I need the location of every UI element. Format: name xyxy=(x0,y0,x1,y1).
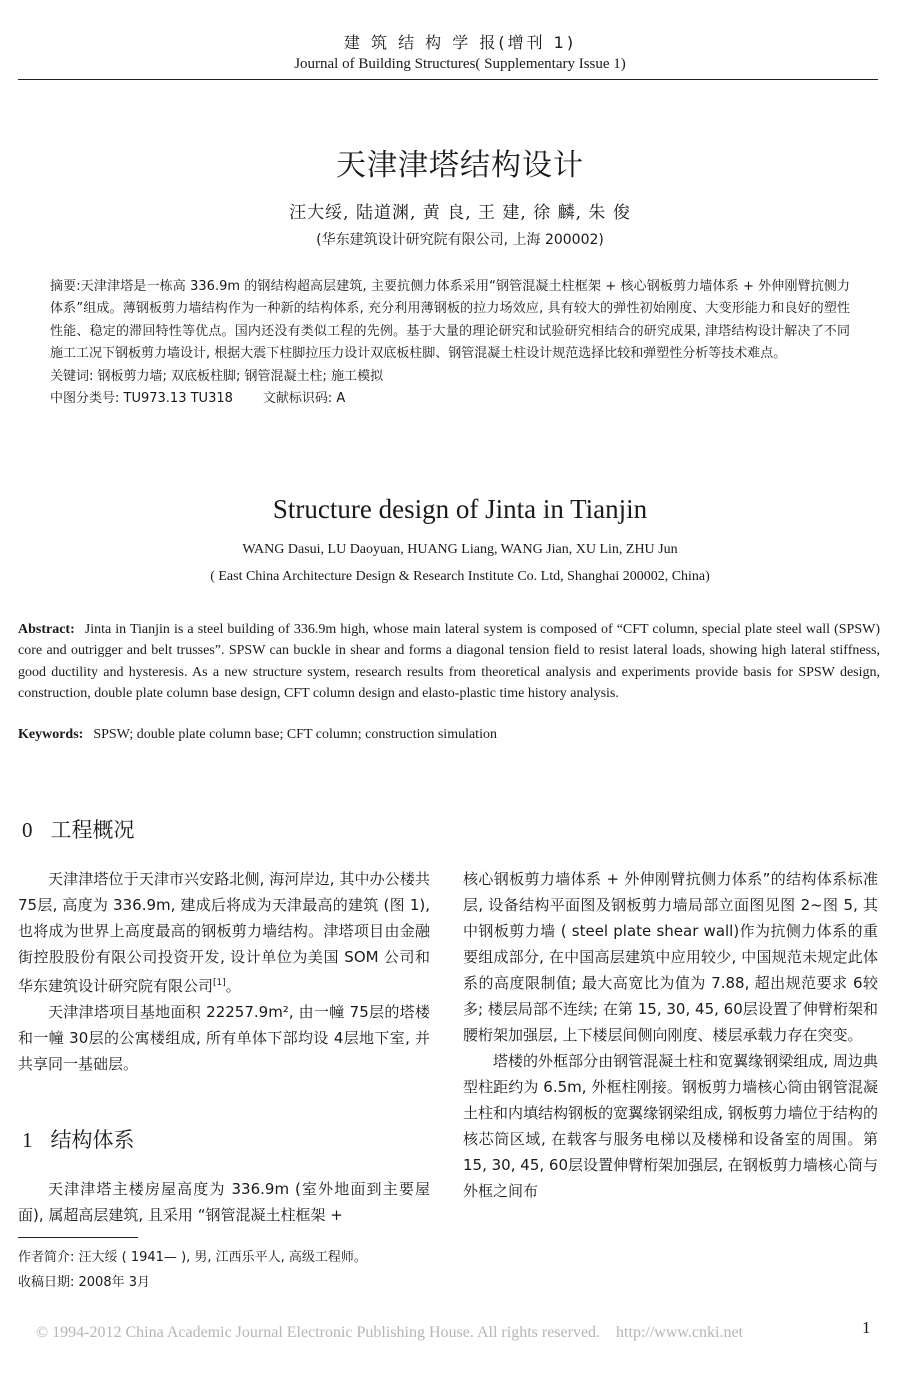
section-1-number: 1 xyxy=(22,1128,33,1152)
abstract-en xyxy=(18,619,880,705)
paper-title-cn: 天津津塔结构设计 xyxy=(336,148,584,183)
affiliation-cn: (华东建筑设计研究院有限公司, 上海 200002) xyxy=(316,232,604,248)
section-0-heading xyxy=(22,814,135,844)
clc-value: TU973.13 TU318 xyxy=(123,391,233,407)
doc-code-value: A xyxy=(336,391,346,407)
right-column xyxy=(463,866,878,1204)
copyright-notice: © 1994-2012 China Academic Journal Electronic Publishing House. All rights reserved. http://www.cnki.net xyxy=(36,1324,743,1341)
authors-en: WANG Dasui, LU Daoyuan, HUANG Liang, WANG Jian, XU Lin, ZHU Jun xyxy=(242,542,678,557)
abstract-cn-block xyxy=(50,276,850,410)
section-0-paragraph-1-text: 天津津塔位于天津市兴安路北侧, 海河岸边, 其中办公楼共 75层, 高度为 336.9m, 建成后将成为天津最高的建筑 (图 1), 也将成为世界上高度最高的钢板剪力墙结构。津塔项目由金融街控股股份有限公司投资开发, 设计单位为美国 SOM 公司和华东建筑设计研究院有限公司 xyxy=(18,870,430,995)
keywords-en-label: Keywords: xyxy=(18,727,84,742)
keywords-cn xyxy=(50,366,850,388)
clc-label: 中图分类号: xyxy=(50,391,120,407)
affiliation-en: ( East China Architecture Design & Research Institute Co. Ltd, Shanghai 200002, China) xyxy=(210,569,710,584)
citation-1: [1] xyxy=(213,978,226,988)
header-divider xyxy=(18,79,878,80)
abstract-cn xyxy=(50,276,850,366)
authors-cn: 汪大绥, 陆道渊, 黄 良, 王 建, 徐 麟, 朱 俊 xyxy=(289,203,631,223)
citation-1-tail: 。 xyxy=(225,977,241,995)
abstract-en-block xyxy=(18,619,880,705)
abstract-en-label: Abstract: xyxy=(18,622,75,637)
section-0-paragraph-2: 天津津塔项目基地面积 22257.9m², 由一幢 75层的塔楼和一幢 30层的公寓楼组成, 所有单体下部均设 4层地下室, 并共享同一基础层。 xyxy=(18,1003,430,1073)
journal-title-en: Journal of Building Structures( Supplementary Issue 1) xyxy=(294,56,626,72)
journal-title-cn: 建 筑 结 构 学 报(增刊 1) xyxy=(343,33,577,52)
section-0-title: 工程概况 xyxy=(50,818,135,842)
section-0-number: 0 xyxy=(22,818,33,842)
page-number: 1 xyxy=(862,1318,871,1337)
left-column-section-1 xyxy=(18,1176,430,1228)
left-column-section-0 xyxy=(18,866,430,1077)
keywords-cn-label: 关键词: xyxy=(50,368,94,384)
received-date: 收稿日期: 2008年 3月 xyxy=(18,1275,150,1290)
keywords-en-text: SPSW; double plate column base; CFT column; construction simulation xyxy=(93,727,497,742)
right-column-paragraph-2: 塔楼的外框部分由钢管混凝土柱和宽翼缘钢梁组成, 周边典型柱距约为 6.5m, 外框柱刚接。钢板剪力墙核心筒由钢管混凝土柱和内填结构钢板的宽翼缘钢梁组成, 钢板剪力墙位于结构的核芯筒区域, 在载客与服务电梯以及楼梯和设备室的周围。第 15, 30, 45, 60层设置伸臂桁架加强层, 在钢板剪力墙核心筒与外框之间布 xyxy=(463,1052,878,1200)
section-1-paragraph-1: 天津津塔主楼房屋高度为 336.9m (室外地面到主要屋面), 属超高层建筑, 且采用 “钢管混凝土柱框架 + xyxy=(18,1180,430,1224)
footnote-divider xyxy=(18,1237,138,1238)
keywords-cn-text: 钢板剪力墙; 双底板柱脚; 钢管混凝土柱; 施工模拟 xyxy=(97,368,384,384)
author-bio: 作者简介: 汪大绥 ( 1941— ), 男, 江西乐平人, 高级工程师。 xyxy=(18,1250,367,1265)
paper-title-en: Structure design of Jinta in Tianjin xyxy=(272,494,648,524)
section-1-title: 结构体系 xyxy=(50,1128,135,1152)
right-column-paragraph-1: 核心钢板剪力墙体系 + 外伸刚臂抗侧力体系”的结构体系标准层, 设备结构平面图及钢板剪力墙局部立面图见图 2~图 5, 其中钢板剪力墙 ( steel plate shear wall)作为抗侧力体系的重要组成部分, 在中国高层建筑中应用较少, 中国规范未规定此体系的高度限制值; 最大高宽比为值为 7.88, 超出规范要求 6较多; 楼层局部不连续; 在第 15, 30, 45, 60层设置了伸臂桁架和腰桁架加强层, 上下楼层间侧向刚度、楼层承载力存在突变。 xyxy=(463,870,878,1044)
doc-code-label: 文献标识码: xyxy=(262,391,333,407)
keywords-en xyxy=(18,727,880,743)
section-0-paragraph-1 xyxy=(18,866,430,999)
classification-line xyxy=(50,388,850,410)
abstract-cn-text: 天津津塔是一栋高 336.9m 的钢结构超高层建筑, 主要抗侧力体系采用“钢管混凝土柱框架 + 核心钢板剪力墙体系 + 外伸刚臂抗侧力体系”组成。薄钢板剪力墙结构作为一种新的结构体系, 充分利用薄钢板的拉力场效应, 具有较大的弹性初始刚度、大变形能力和良好的塑性性能、稳定的滞回特性等优点。国内还没有类似工程的先例。基于大量的理论研究和试验研究相结合的研究成果, 津塔结构设计解决了不同施工工况下钢板剪力墙设计, 根据大震下柱脚拉压力设计双底板柱脚、钢管混凝土柱设计规范选择比较和弹塑性分析等技术难点。 xyxy=(50,279,850,362)
abstract-cn-label: 摘要: xyxy=(50,279,81,294)
section-1-heading xyxy=(22,1124,135,1154)
abstract-en-text: Jinta in Tianjin is a steel building of 336.9m high, whose main lateral system is composed of “CFT column, special plate steel wall (SPSW) core and outrigger and belt trusses”. SPSW can buckle in shear and forms a diagonal tension field to resist lateral loads, showing high lateral stiffness, good ductility and hysteresis. As a new structure system, research results from theoretical analysis and experiments provide basis for SPSW design, construction, double plate column base design, CFT column design and elasto-plastic time history analysis. xyxy=(18,622,880,702)
